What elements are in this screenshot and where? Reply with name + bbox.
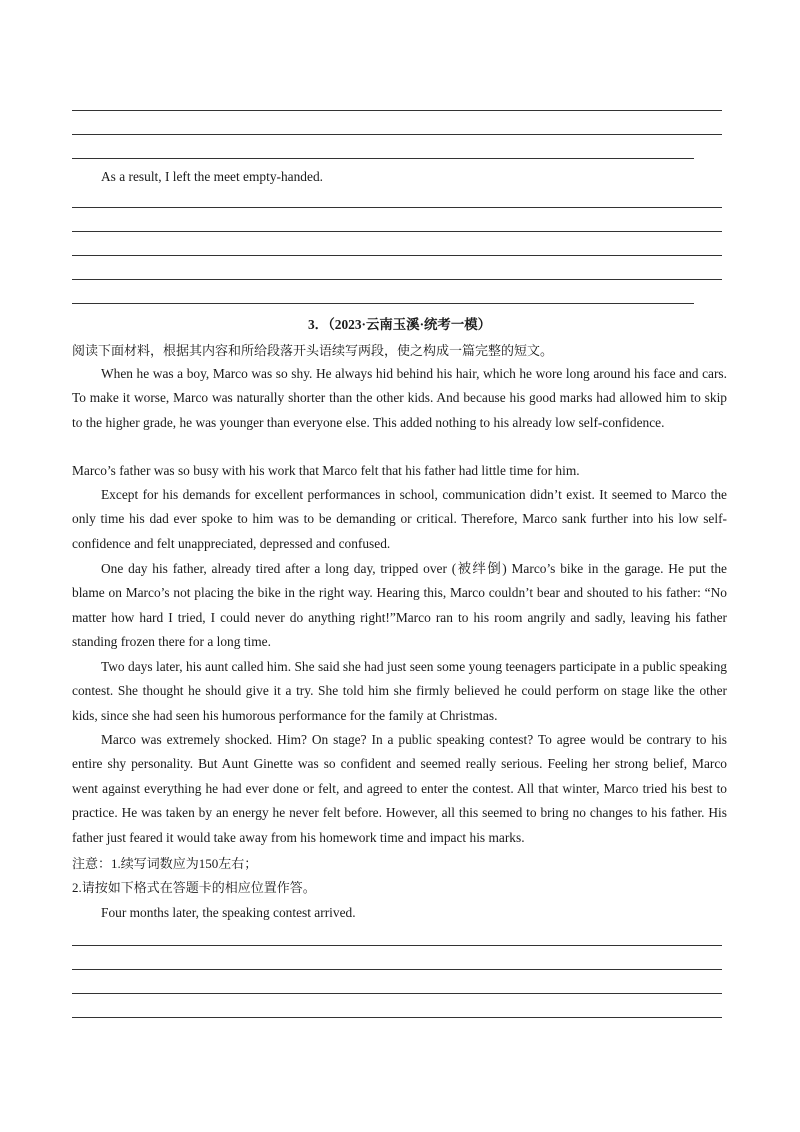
answer-line [72, 110, 722, 111]
answer-line [72, 279, 722, 280]
story-paragraph: Marco’s father was so busy with his work that Marco felt that his father had little time for him. [72, 463, 580, 478]
answer-line [72, 255, 722, 256]
answer-line [72, 1017, 722, 1018]
question-heading: 3．（2023·云南玉溪·统考一模） [307, 317, 491, 332]
answer-line [72, 969, 722, 970]
story-paragraph: One day his father, already tired after a long day, tripped over (被绊倒) Marco’s bike in the garage. He put the blame on Marco’s not placing the bike in the right way. Hearing this, Marco couldn’t bear and shouted to his father: “No matter how hard I tried, I could never do anything right!”Marco ran to his room angrily and sadly, leaving his father standing frozen there for a long time. [72, 561, 727, 650]
answer-line [72, 303, 694, 304]
story-paragraph: Except for his demands for excellent performances in school, communication didn’t exist. It seemed to Marco the only time his dad ever spoke to him was to be demanding or critical. Therefore, Marco sank further into his low self-confidence and felt unappreciated, depressed and confused. [72, 487, 727, 551]
story-paragraph: Marco was extremely shocked. Him? On stage? In a public speaking contest? To agree would be contrary to his entire shy personality. But Aunt Ginette was so confident and seemed really serious. Feeling her strong belief, Marco went against everything he had ever done or felt, and agreed to enter the contest. All that winter, Marco tried his best to practice. He was taken by an energy he never felt before. However, all this seemed to bring no changes to his father. His father just feared it would take away from his homework time and impact his marks. [72, 732, 727, 845]
paragraph-opening-sentence: As a result, I left the meet empty-handed. [101, 169, 323, 184]
note-answer-format: 2.请按如下格式在答题卡的相应位置作答。 [72, 880, 316, 895]
answer-line [72, 134, 722, 135]
answer-line [72, 231, 722, 232]
story-paragraph: When he was a boy, Marco was so shy. He always hid behind his hair, which he wore long around his face and cars. To make it worse, Marco was naturally shorter than the other kids. And because his good marks had allowed him to skip to the higher grade, he was younger than everyone else. This added nothing to his already low self-confidence. [72, 366, 727, 430]
answer-line [72, 158, 694, 159]
story-paragraph: Two days later, his aunt called him. She said she had just seen some young teenagers participate in a public speaking contest. She thought he should give it a try. She told him she firmly believed he could perform on stage like the other kids, since she had seen his humorous performance for the family at Christmas. [72, 659, 727, 723]
paragraph-opening-sentence: Four months later, the speaking contest arrived. [101, 905, 356, 920]
note-word-count: 注意：1.续写词数应为150左右； [72, 856, 258, 871]
instruction-text: 阅读下面材料，根据其内容和所给段落开头语续写两段，使之构成一篇完整的短文。 [72, 343, 554, 358]
answer-line [72, 945, 722, 946]
answer-line [72, 993, 722, 994]
answer-line [72, 207, 722, 208]
